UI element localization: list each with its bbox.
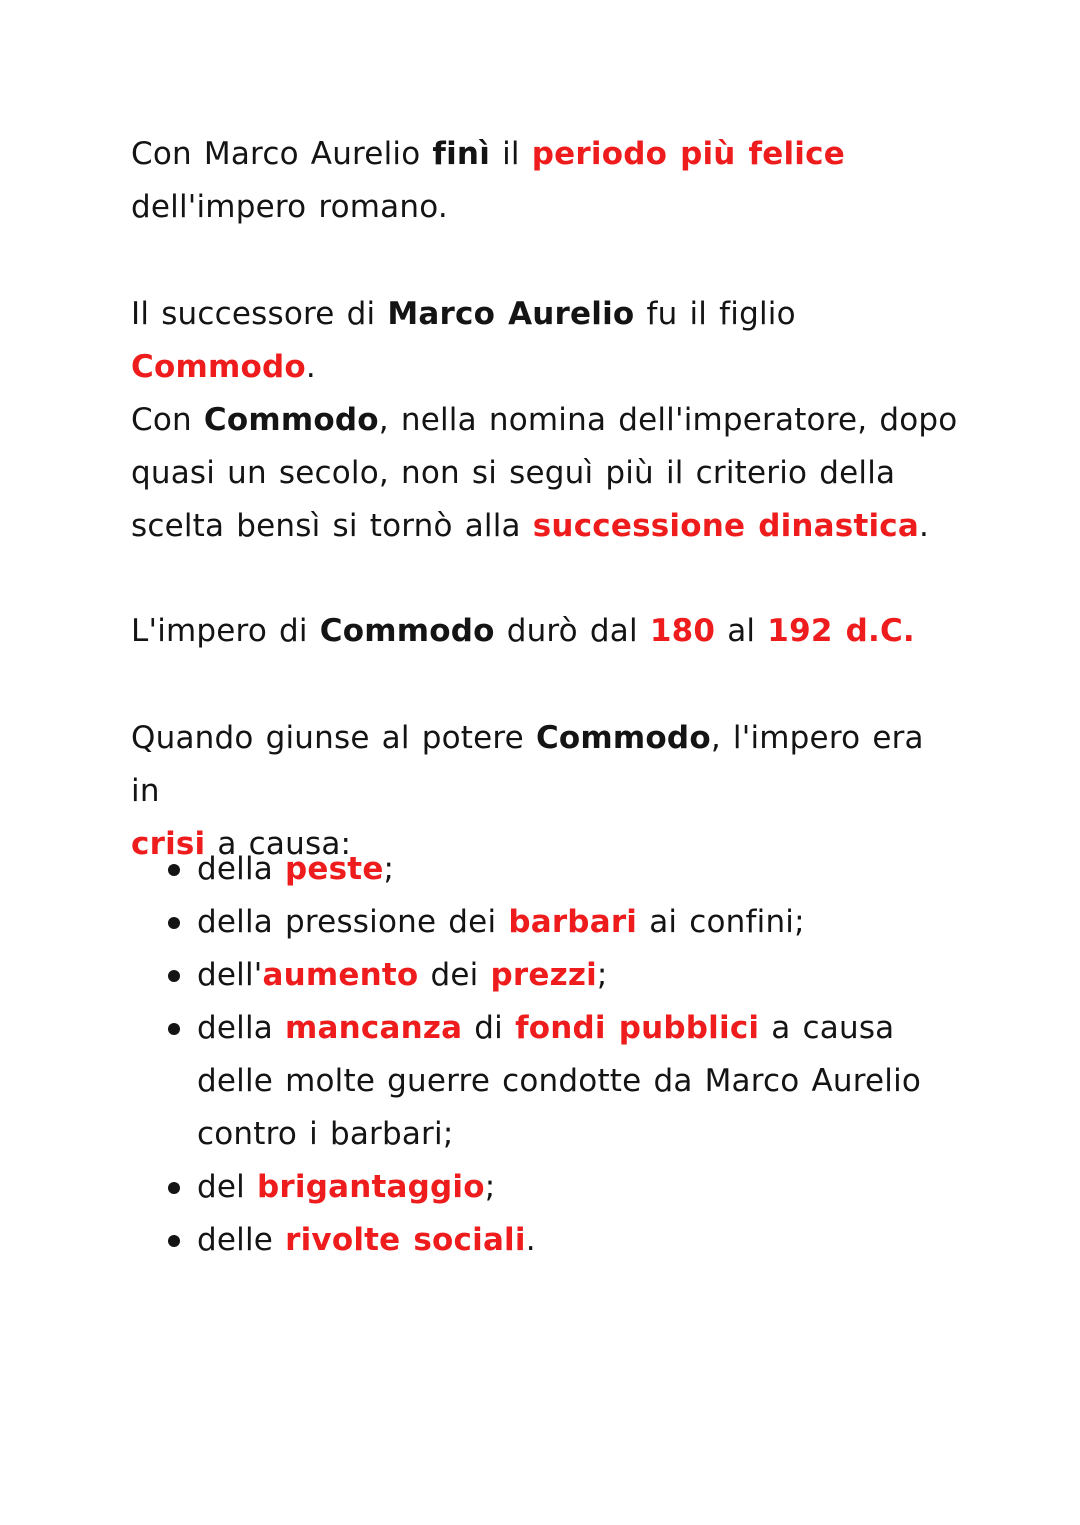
paragraph-successor xyxy=(131,288,961,394)
highlighted-term: peste xyxy=(285,851,384,887)
bold-term: Marco Aurelio xyxy=(387,296,635,332)
text-segment: delle xyxy=(197,1222,286,1258)
text-segment: della pressione dei xyxy=(197,904,509,940)
bold-term: Commodo xyxy=(319,613,495,649)
text-segment: Quando giunse al potere xyxy=(131,720,536,756)
highlighted-term: mancanza xyxy=(285,1010,463,1046)
bold-term: finì xyxy=(432,136,491,172)
bullet-icon xyxy=(168,1235,180,1247)
list-item xyxy=(165,843,965,896)
text-segment: a causa delle molte guerre condotte da Marco Aurelio contro i barbari; xyxy=(197,1010,922,1152)
text-segment: a causa: xyxy=(205,826,352,862)
text-segment: Con Marco Aurelio xyxy=(131,136,433,172)
text-segment: ; xyxy=(596,957,608,993)
text-segment: Il successore di xyxy=(131,296,388,332)
highlighted-term: aumento xyxy=(262,957,419,993)
text-segment: della xyxy=(197,851,286,887)
text-segment: dell'impero romano. xyxy=(131,189,448,225)
text-segment: , l'impero era in xyxy=(131,720,924,809)
text-segment: il xyxy=(490,136,532,172)
bullet-icon xyxy=(168,1182,180,1194)
list-item xyxy=(165,1161,965,1214)
text-segment: ai confini; xyxy=(637,904,805,940)
text-segment: Con xyxy=(131,402,204,438)
bold-term: Commodo xyxy=(535,720,711,756)
text-segment: della xyxy=(197,1010,286,1046)
list-item xyxy=(165,1214,965,1267)
text-segment: al xyxy=(715,613,768,649)
highlighted-term: brigantaggio xyxy=(257,1169,485,1205)
text-segment: ; xyxy=(383,851,395,887)
text-segment: , nella nomina dell'imperatore, dopo quasi un secolo, non si seguì più il criterio della scelta bensì si tornò alla xyxy=(131,402,958,544)
bullet-icon xyxy=(168,1023,180,1035)
highlighted-term: rivolte sociali xyxy=(285,1222,526,1258)
list-item xyxy=(165,949,965,1002)
list-item xyxy=(165,896,965,949)
highlighted-term: Commodo xyxy=(131,349,306,385)
highlighted-term: prezzi xyxy=(490,957,597,993)
highlighted-term: crisi xyxy=(131,826,206,862)
text-segment: fu il figlio xyxy=(634,296,796,332)
crisis-causes-list xyxy=(165,843,965,1267)
highlighted-term: barbari xyxy=(508,904,638,940)
text-segment: . xyxy=(305,349,316,385)
highlighted-term: periodo più felice xyxy=(531,136,845,172)
text-segment: durò dal xyxy=(494,613,650,649)
list-item xyxy=(165,1002,965,1161)
bullet-icon xyxy=(168,970,180,982)
bold-term: Commodo xyxy=(203,402,379,438)
paragraph-end-of-happy-period xyxy=(131,128,961,234)
highlighted-term: fondi pubblici xyxy=(515,1010,760,1046)
highlighted-year-end: 192 d.C. xyxy=(767,613,915,649)
bullet-icon xyxy=(168,917,180,929)
bullet-icon xyxy=(168,864,180,876)
text-segment: dell' xyxy=(197,957,263,993)
highlighted-year-start: 180 xyxy=(649,613,716,649)
text-segment: ; xyxy=(484,1169,496,1205)
paragraph-reign-dates xyxy=(131,605,961,658)
highlighted-term: successione dinastica xyxy=(532,508,919,544)
text-segment: . xyxy=(919,508,930,544)
text-segment: del xyxy=(197,1169,258,1205)
text-segment: L'impero di xyxy=(131,613,320,649)
paragraph-dynastic-succession xyxy=(131,394,961,553)
text-segment: . xyxy=(525,1222,536,1258)
text-segment: di xyxy=(462,1010,516,1046)
text-segment: dei xyxy=(418,957,491,993)
